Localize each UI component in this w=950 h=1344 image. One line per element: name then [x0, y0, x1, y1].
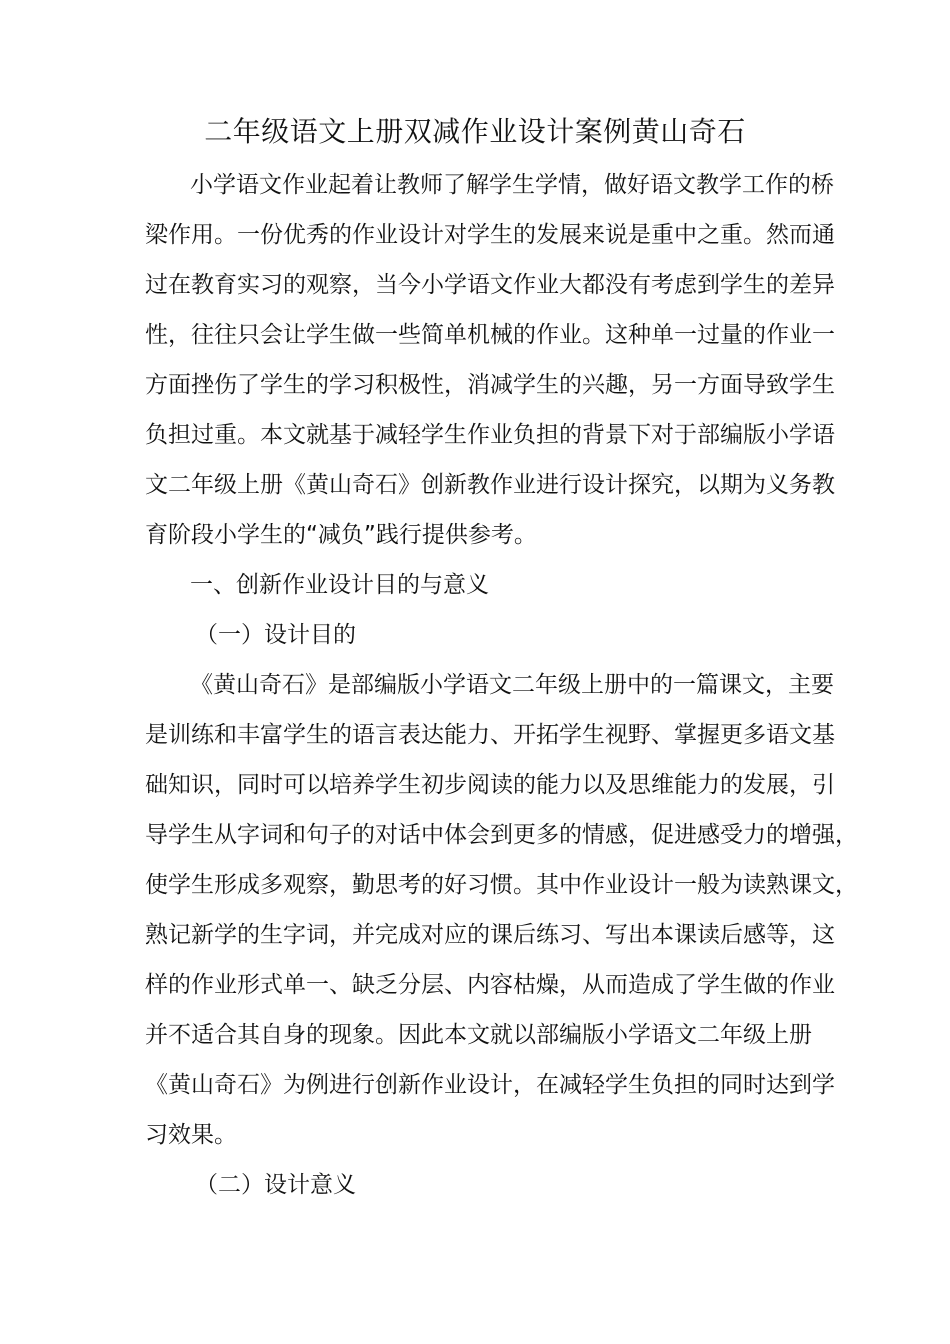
paragraph-line: 习效果。 — [145, 1122, 237, 1148]
paragraph-line: 性，往往只会让学生做一些简单机械的作业。这种单一过量的作业一 — [145, 322, 835, 348]
paragraph-line: 育阶段小学生的“减负”践行提供参考。 — [145, 522, 537, 548]
paragraph-line: 小学语文作业起着让教师了解学生学情，做好语文教学工作的桥 — [190, 172, 834, 198]
paragraph-line: 础知识，同时可以培养学生初步阅读的能力以及思维能力的发展，引 — [145, 772, 835, 798]
subsection-heading: （二）设计意义 — [195, 1172, 356, 1198]
paragraph-line: 《黄山奇石》为例进行创新作业设计，在减轻学生负担的同时达到学 — [145, 1072, 835, 1098]
paragraph-line: 并不适合其自身的现象。因此本文就以部编版小学语文二年级上册 — [145, 1022, 812, 1048]
paragraph-line: 梁作用。一份优秀的作业设计对学生的发展来说是重中之重。然而通 — [145, 222, 835, 248]
paragraph-line: 使学生形成多观察，勤思考的好习惯。其中作业设计一般为读熟课文， — [145, 872, 858, 898]
paragraph-line: 方面挫伤了学生的学习积极性，消减学生的兴趣，另一方面导致学生 — [145, 372, 835, 398]
paragraph-line: 导学生从字词和句子的对话中体会到更多的情感，促进感受力的增强， — [145, 822, 858, 848]
paragraph-line: 负担过重。本文就基于减轻学生作业负担的背景下对于部编版小学语 — [145, 422, 835, 448]
subsection-heading: （一）设计目的 — [195, 622, 356, 648]
paragraph-line: 过在教育实习的观察，当今小学语文作业大都没有考虑到学生的差异 — [145, 272, 835, 298]
section-heading: 一、创新作业设计目的与意义 — [190, 572, 489, 598]
paragraph-line: 文二年级上册《黄山奇石》创新教作业进行设计探究，以期为义务教 — [145, 472, 835, 498]
paragraph-line: 《黄山奇石》是部编版小学语文二年级上册中的一篇课文，主要 — [190, 672, 834, 698]
document-title: 二年级语文上册双减作业设计案例黄山奇石 — [204, 115, 746, 148]
paragraph-line: 是训练和丰富学生的语言表达能力、开拓学生视野、掌握更多语文基 — [145, 722, 835, 748]
paragraph-line: 熟记新学的生字词，并完成对应的课后练习、写出本课读后感等，这 — [145, 922, 835, 948]
paragraph-line: 样的作业形式单一、缺乏分层、内容枯燥，从而造成了学生做的作业 — [145, 972, 835, 998]
